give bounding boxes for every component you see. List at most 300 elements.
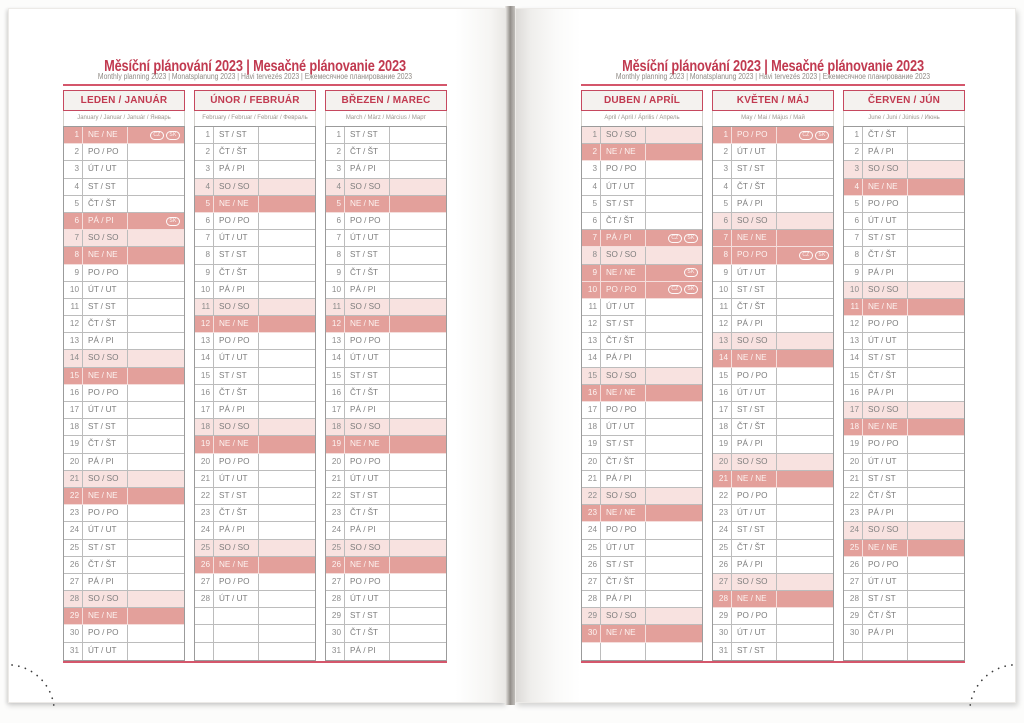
notes-cell xyxy=(777,333,833,349)
notes-cell xyxy=(908,574,964,590)
notes-cell xyxy=(908,230,964,246)
notes-cell xyxy=(259,522,315,538)
day-abbrev: NE / NE xyxy=(863,299,908,315)
month-name: LEDEN / JANUÁR xyxy=(63,90,185,111)
day-abbrev: ÚT / UT xyxy=(732,265,777,281)
day-row xyxy=(326,179,446,196)
day-row xyxy=(582,196,702,213)
day-row xyxy=(195,161,315,178)
notes-cell xyxy=(777,419,833,435)
day-number: 14 xyxy=(844,350,863,366)
day-abbrev: PO / PO xyxy=(601,282,646,298)
day-row xyxy=(195,179,315,196)
notes-cell xyxy=(259,144,315,160)
day-abbrev: ČT / ŠT xyxy=(83,196,128,212)
day-row xyxy=(713,385,833,402)
day-number: 21 xyxy=(326,471,345,487)
day-abbrev: ČT / ŠT xyxy=(214,265,259,281)
day-number: 24 xyxy=(326,522,345,538)
holiday-badge-sk: SK xyxy=(684,285,698,294)
day-number: 12 xyxy=(64,316,83,332)
day-abbrev: PO / PO xyxy=(863,436,908,452)
day-row xyxy=(326,196,446,213)
day-number: 18 xyxy=(582,419,601,435)
day-number: 10 xyxy=(326,282,345,298)
day-number: 22 xyxy=(64,488,83,504)
day-row xyxy=(582,471,702,488)
day-number: 19 xyxy=(326,436,345,452)
day-number: 28 xyxy=(844,591,863,607)
day-row xyxy=(64,265,184,282)
month-day-grid xyxy=(194,126,316,661)
day-number: 11 xyxy=(713,299,732,315)
day-row xyxy=(582,144,702,161)
day-row xyxy=(844,213,964,230)
day-row xyxy=(582,608,702,625)
notes-cell xyxy=(390,505,446,521)
notes-cell xyxy=(259,316,315,332)
day-row xyxy=(64,127,184,144)
day-number: 15 xyxy=(713,368,732,384)
day-row xyxy=(713,608,833,625)
day-number: 15 xyxy=(582,368,601,384)
notes-cell xyxy=(777,591,833,607)
day-number: 1 xyxy=(713,127,732,143)
notes-cell xyxy=(646,265,702,281)
day-abbrev: SO / SO xyxy=(732,213,777,229)
month-day-grid xyxy=(581,126,703,661)
day-row xyxy=(713,213,833,230)
day-number: 4 xyxy=(326,179,345,195)
day-abbrev: NE / NE xyxy=(345,316,390,332)
day-number: 20 xyxy=(713,454,732,470)
day-row xyxy=(64,282,184,299)
day-abbrev: ČT / ŠT xyxy=(345,265,390,281)
day-abbrev: PO / PO xyxy=(83,385,128,401)
empty-row xyxy=(195,608,315,625)
month-languages: January / Januar / Január / Январь xyxy=(63,111,185,126)
notes-cell xyxy=(128,230,184,246)
day-abbrev: PO / PO xyxy=(83,505,128,521)
day-row xyxy=(326,643,446,660)
notes-cell xyxy=(646,350,702,366)
day-abbrev: NE / NE xyxy=(863,419,908,435)
notes-cell xyxy=(908,471,964,487)
day-number: 28 xyxy=(326,591,345,607)
notes-cell xyxy=(777,368,833,384)
notes-cell xyxy=(259,282,315,298)
notes-cell xyxy=(128,574,184,590)
day-abbrev: PÁ / PI xyxy=(732,436,777,452)
notes-cell xyxy=(646,574,702,590)
day-number: 5 xyxy=(844,196,863,212)
day-abbrev: ÚT / UT xyxy=(214,591,259,607)
month-name: ÚNOR / FEBRUÁR xyxy=(194,90,316,111)
notes-cell xyxy=(390,471,446,487)
day-row xyxy=(195,454,315,471)
day-number: 23 xyxy=(713,505,732,521)
day-number: 17 xyxy=(844,402,863,418)
day-number: 24 xyxy=(582,522,601,538)
day-number: 18 xyxy=(844,419,863,435)
day-row xyxy=(195,385,315,402)
notes-cell xyxy=(908,522,964,538)
notes-cell xyxy=(777,471,833,487)
day-number: 8 xyxy=(844,247,863,263)
month-name: KVĚTEN / MÁJ xyxy=(712,90,834,111)
day-number: 24 xyxy=(844,522,863,538)
day-abbrev-empty xyxy=(863,643,908,660)
day-row xyxy=(326,505,446,522)
notes-cell xyxy=(777,625,833,641)
notes-cell xyxy=(646,127,702,143)
notes-cell xyxy=(128,419,184,435)
notes-cell xyxy=(646,488,702,504)
day-row xyxy=(844,247,964,264)
month-table xyxy=(194,90,316,661)
notes-cell xyxy=(646,385,702,401)
day-abbrev: NE / NE xyxy=(601,265,646,281)
day-row xyxy=(326,574,446,591)
notes-cell xyxy=(908,265,964,281)
notes-cell xyxy=(777,436,833,452)
day-number: 28 xyxy=(64,591,83,607)
day-number: 15 xyxy=(844,368,863,384)
day-row xyxy=(582,625,702,642)
day-row xyxy=(844,368,964,385)
notes-cell xyxy=(259,179,315,195)
day-abbrev: ČT / ŠT xyxy=(732,540,777,556)
day-abbrev: PÁ / PI xyxy=(214,402,259,418)
day-abbrev: SO / SO xyxy=(214,540,259,556)
notes-cell xyxy=(646,402,702,418)
notes-cell xyxy=(777,385,833,401)
notes-cell xyxy=(259,540,315,556)
notes-cell xyxy=(646,591,702,607)
day-number: 5 xyxy=(326,196,345,212)
month-languages: March / März / Március / Март xyxy=(325,111,447,126)
notes-cell xyxy=(646,471,702,487)
day-abbrev: ČT / ŠT xyxy=(83,436,128,452)
day-row xyxy=(326,368,446,385)
day-row xyxy=(582,522,702,539)
day-row xyxy=(326,419,446,436)
day-row xyxy=(582,127,702,144)
notes-cell xyxy=(128,265,184,281)
day-number: 20 xyxy=(844,454,863,470)
day-row xyxy=(582,557,702,574)
day-abbrev: ÚT / UT xyxy=(83,402,128,418)
day-row xyxy=(326,402,446,419)
day-abbrev: PÁ / PI xyxy=(83,454,128,470)
day-row xyxy=(64,299,184,316)
day-row xyxy=(195,230,315,247)
day-abbrev: ST / ST xyxy=(601,557,646,573)
day-row xyxy=(713,454,833,471)
notes-cell xyxy=(390,540,446,556)
day-abbrev: PÁ / PI xyxy=(345,522,390,538)
month-name: ČERVEN / JÚN xyxy=(843,90,965,111)
day-row xyxy=(195,419,315,436)
day-row xyxy=(195,591,315,608)
notes-cell xyxy=(128,505,184,521)
day-abbrev: NE / NE xyxy=(732,230,777,246)
day-abbrev: ÚT / UT xyxy=(214,350,259,366)
day-abbrev: ČT / ŠT xyxy=(601,213,646,229)
day-abbrev: ČT / ŠT xyxy=(863,368,908,384)
day-row xyxy=(64,608,184,625)
day-number-empty xyxy=(195,625,214,641)
day-abbrev: SO / SO xyxy=(863,161,908,177)
day-row xyxy=(582,179,702,196)
day-abbrev: PÁ / PI xyxy=(732,196,777,212)
right-page xyxy=(515,8,1016,703)
day-row xyxy=(64,419,184,436)
day-row xyxy=(713,471,833,488)
day-number: 12 xyxy=(195,316,214,332)
notes-cell xyxy=(259,230,315,246)
day-abbrev: ÚT / UT xyxy=(601,299,646,315)
notes-cell xyxy=(777,196,833,212)
day-number: 18 xyxy=(326,419,345,435)
notes-cell xyxy=(259,368,315,384)
day-number: 8 xyxy=(64,247,83,263)
day-abbrev: ÚT / UT xyxy=(732,625,777,641)
day-number: 16 xyxy=(326,385,345,401)
day-number: 4 xyxy=(844,179,863,195)
day-row xyxy=(844,385,964,402)
day-abbrev: PÁ / PI xyxy=(83,574,128,590)
day-row xyxy=(64,230,184,247)
day-abbrev: ST / ST xyxy=(863,230,908,246)
notes-cell xyxy=(390,282,446,298)
day-abbrev: PÁ / PI xyxy=(863,505,908,521)
day-row xyxy=(713,144,833,161)
day-number: 7 xyxy=(582,230,601,246)
day-row xyxy=(582,385,702,402)
day-abbrev: ST / ST xyxy=(732,161,777,177)
notes-cell xyxy=(128,282,184,298)
day-row xyxy=(326,127,446,144)
notes-cell xyxy=(128,144,184,160)
day-row xyxy=(844,454,964,471)
day-row xyxy=(64,161,184,178)
day-number: 19 xyxy=(713,436,732,452)
day-abbrev: PÁ / PI xyxy=(863,625,908,641)
day-abbrev: SO / SO xyxy=(601,127,646,143)
month-languages: June / Juni / Június / Июнь xyxy=(843,111,965,126)
notes-cell xyxy=(390,574,446,590)
day-number: 19 xyxy=(195,436,214,452)
day-number: 25 xyxy=(326,540,345,556)
day-abbrev: PO / PO xyxy=(601,402,646,418)
day-abbrev: ÚT / UT xyxy=(863,454,908,470)
day-abbrev: SO / SO xyxy=(732,574,777,590)
day-row xyxy=(582,333,702,350)
day-number: 4 xyxy=(64,179,83,195)
day-abbrev: ÚT / UT xyxy=(214,230,259,246)
day-abbrev: ÚT / UT xyxy=(83,282,128,298)
day-abbrev: PÁ / PI xyxy=(345,643,390,660)
day-number: 30 xyxy=(582,625,601,641)
day-abbrev: ČT / ŠT xyxy=(863,488,908,504)
day-number: 23 xyxy=(64,505,83,521)
day-abbrev: NE / NE xyxy=(601,144,646,160)
day-number: 17 xyxy=(64,402,83,418)
notes-cell xyxy=(908,213,964,229)
day-abbrev: PÁ / PI xyxy=(601,591,646,607)
day-abbrev: NE / NE xyxy=(732,350,777,366)
day-abbrev: SO / SO xyxy=(345,179,390,195)
day-number: 16 xyxy=(195,385,214,401)
holiday-badge-cz: CZ xyxy=(150,131,164,140)
notes-cell xyxy=(128,385,184,401)
notes-cell xyxy=(777,247,833,263)
notes-cell xyxy=(777,265,833,281)
day-row xyxy=(582,282,702,299)
day-abbrev: SO / SO xyxy=(345,419,390,435)
day-number: 2 xyxy=(64,144,83,160)
notes-cell xyxy=(128,557,184,573)
notes-cell xyxy=(777,144,833,160)
day-number: 9 xyxy=(582,265,601,281)
day-number: 25 xyxy=(582,540,601,556)
day-row xyxy=(713,591,833,608)
notes-cell xyxy=(259,385,315,401)
notes-cell xyxy=(777,299,833,315)
notes-cell xyxy=(390,144,446,160)
day-row xyxy=(195,213,315,230)
day-row xyxy=(195,368,315,385)
day-abbrev-empty xyxy=(214,643,259,660)
day-row xyxy=(326,436,446,453)
day-number: 8 xyxy=(713,247,732,263)
notes-cell xyxy=(646,144,702,160)
footer-rule xyxy=(63,661,447,663)
day-number: 30 xyxy=(64,625,83,641)
day-abbrev: PÁ / PI xyxy=(345,282,390,298)
day-abbrev-empty xyxy=(214,625,259,641)
day-number: 6 xyxy=(844,213,863,229)
day-abbrev: PÁ / PI xyxy=(601,471,646,487)
day-abbrev: SO / SO xyxy=(863,402,908,418)
day-abbrev: ST / ST xyxy=(214,127,259,143)
day-row xyxy=(713,247,833,264)
page-title: Měsíční plánování 2023 | Mesačné plánovanie 2023 xyxy=(622,57,924,75)
notes-cell xyxy=(128,127,184,143)
day-abbrev: SO / SO xyxy=(732,333,777,349)
day-abbrev: ÚT / UT xyxy=(863,333,908,349)
day-number: 3 xyxy=(64,161,83,177)
day-row xyxy=(582,230,702,247)
months-left xyxy=(63,90,447,661)
day-number: 23 xyxy=(195,505,214,521)
notes-cell xyxy=(128,402,184,418)
empty-row xyxy=(195,625,315,642)
notes-cell xyxy=(390,522,446,538)
day-number: 14 xyxy=(326,350,345,366)
notes-cell xyxy=(646,419,702,435)
notes-cell xyxy=(777,127,833,143)
notes-cell xyxy=(128,454,184,470)
day-number: 28 xyxy=(582,591,601,607)
day-row xyxy=(713,402,833,419)
month-table xyxy=(63,90,185,661)
day-number: 14 xyxy=(64,350,83,366)
day-row xyxy=(64,436,184,453)
day-number: 20 xyxy=(64,454,83,470)
day-row xyxy=(195,333,315,350)
day-row xyxy=(64,196,184,213)
notes-cell xyxy=(908,505,964,521)
notes-cell xyxy=(777,574,833,590)
day-number: 25 xyxy=(713,540,732,556)
day-number: 20 xyxy=(195,454,214,470)
day-row xyxy=(326,471,446,488)
day-abbrev: ST / ST xyxy=(345,368,390,384)
day-abbrev: NE / NE xyxy=(214,316,259,332)
day-number: 3 xyxy=(195,161,214,177)
day-row xyxy=(64,402,184,419)
day-abbrev: SO / SO xyxy=(83,230,128,246)
day-row xyxy=(582,316,702,333)
notes-cell xyxy=(259,402,315,418)
day-row xyxy=(844,127,964,144)
day-row xyxy=(713,643,833,660)
day-number: 15 xyxy=(64,368,83,384)
day-abbrev: ČT / ŠT xyxy=(863,608,908,624)
notes-cell xyxy=(908,316,964,332)
day-abbrev: ÚT / UT xyxy=(732,144,777,160)
day-number: 7 xyxy=(326,230,345,246)
notes-cell xyxy=(646,247,702,263)
notes-cell xyxy=(777,316,833,332)
day-abbrev: PO / PO xyxy=(601,522,646,538)
notes-cell xyxy=(908,161,964,177)
day-row xyxy=(844,591,964,608)
notes-cell xyxy=(390,161,446,177)
day-row xyxy=(713,196,833,213)
day-number: 8 xyxy=(582,247,601,263)
day-abbrev: ČT / ŠT xyxy=(601,333,646,349)
day-abbrev: ČT / ŠT xyxy=(83,316,128,332)
notes-cell xyxy=(390,402,446,418)
notes-cell xyxy=(128,522,184,538)
notes-cell xyxy=(908,127,964,143)
day-row xyxy=(582,265,702,282)
day-row xyxy=(713,505,833,522)
day-row xyxy=(582,161,702,178)
day-row xyxy=(713,419,833,436)
day-row xyxy=(195,557,315,574)
notes-cell xyxy=(777,505,833,521)
day-abbrev: ST / ST xyxy=(214,488,259,504)
day-row xyxy=(844,505,964,522)
day-number: 15 xyxy=(326,368,345,384)
notes-cell xyxy=(390,196,446,212)
day-row xyxy=(844,574,964,591)
day-abbrev: ČT / ŠT xyxy=(345,385,390,401)
day-row xyxy=(713,350,833,367)
notes-cell xyxy=(128,436,184,452)
notes-cell xyxy=(390,230,446,246)
day-number: 29 xyxy=(326,608,345,624)
day-abbrev: PÁ / PI xyxy=(214,522,259,538)
day-number: 17 xyxy=(326,402,345,418)
day-row xyxy=(326,230,446,247)
month-day-grid xyxy=(325,126,447,661)
notes-cell xyxy=(259,574,315,590)
